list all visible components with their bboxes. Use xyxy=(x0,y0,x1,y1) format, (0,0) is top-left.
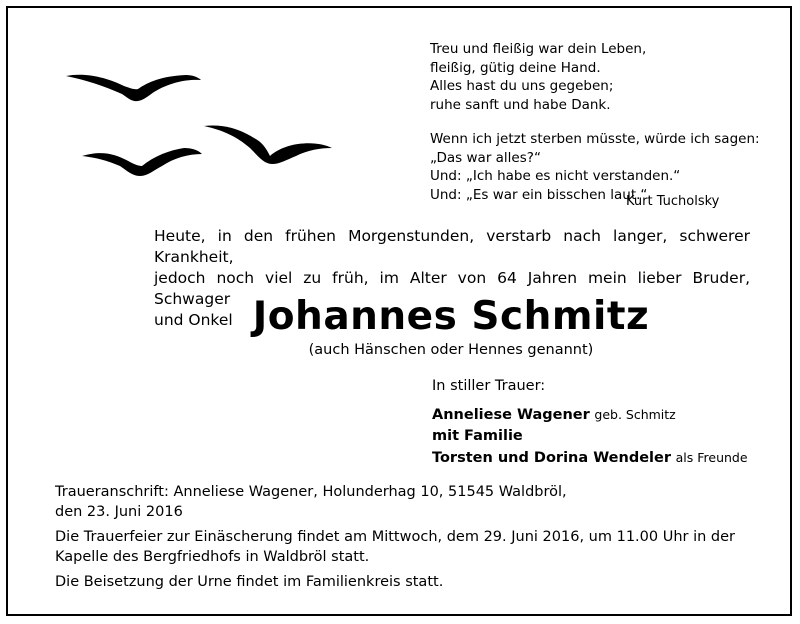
address-date: den 23. Juni 2016 xyxy=(55,504,183,520)
bird-icon xyxy=(66,75,201,101)
footer-info xyxy=(55,482,735,597)
stanza-gap xyxy=(430,114,760,130)
intro-line: und Onkel xyxy=(154,311,233,329)
mourning-address xyxy=(55,482,735,522)
birds-illustration xyxy=(58,68,338,188)
mourner-name: mit Familie xyxy=(432,428,523,444)
mourners-list xyxy=(432,404,748,469)
mourner-entry xyxy=(432,426,748,447)
mourner-entry xyxy=(432,447,748,469)
poem-line: fleißig, gütig deine Hand. xyxy=(430,59,601,76)
mourner-note: geb. Schmitz xyxy=(594,407,676,422)
mourners-heading: In stiller Trauer: xyxy=(432,378,546,394)
ceremony-line: Die Trauerfeier zur Einäscherung findet am Mittwoch, dem 29. Juni 2016, um 11.00 Uhr in der xyxy=(55,529,735,545)
deceased-nickname: (auch Hänschen oder Hennes genannt) xyxy=(308,342,594,358)
poem-line: „Das war alles?“ xyxy=(430,149,541,166)
obituary-notice xyxy=(6,6,792,616)
poem-line: Treu und fleißig war dein Leben, xyxy=(430,41,647,57)
intro-line: Heute, in den frühen Morgenstunden, verstarb nach langer, schwerer Krankheit, xyxy=(154,227,750,266)
poem-author: Kurt Tucholsky xyxy=(626,194,720,209)
ceremony-info xyxy=(55,527,735,567)
deceased-name: Johannes Schmitz xyxy=(252,294,650,339)
mourner-entry xyxy=(432,404,748,426)
mourner-name: Torsten und Dorina Wendeler xyxy=(432,450,671,466)
poem-line: ruhe sanft und habe Dank. xyxy=(430,96,611,113)
ceremony-line: Kapelle des Bergfriedhofs in Waldbröl statt. xyxy=(55,549,370,565)
mourner-note: als Freunde xyxy=(675,450,748,465)
address-line: Traueranschrift: Anneliese Wagener, Holunderhag 10, 51545 Waldbröl, xyxy=(55,484,567,500)
bird-icon xyxy=(204,126,332,165)
mourner-name: Anneliese Wagener xyxy=(432,407,590,423)
poem-line: Und: „Ich habe es nicht verstanden.“ xyxy=(430,168,681,184)
poem-line: Und: „Es war ein bisschen laut.“ xyxy=(430,186,648,203)
poem xyxy=(430,40,760,204)
bird-icon xyxy=(82,148,202,176)
intro-line: jedoch noch viel zu früh, im Alter von 64 Jahren mein lieber Bruder, Schwager xyxy=(154,269,750,308)
poem-line: Wenn ich jetzt sterben müsste, würde ich sagen: xyxy=(430,131,760,147)
poem-line: Alles hast du uns gegeben; xyxy=(430,78,614,94)
burial-info: Die Beisetzung der Urne findet im Familienkreis statt. xyxy=(55,574,444,590)
